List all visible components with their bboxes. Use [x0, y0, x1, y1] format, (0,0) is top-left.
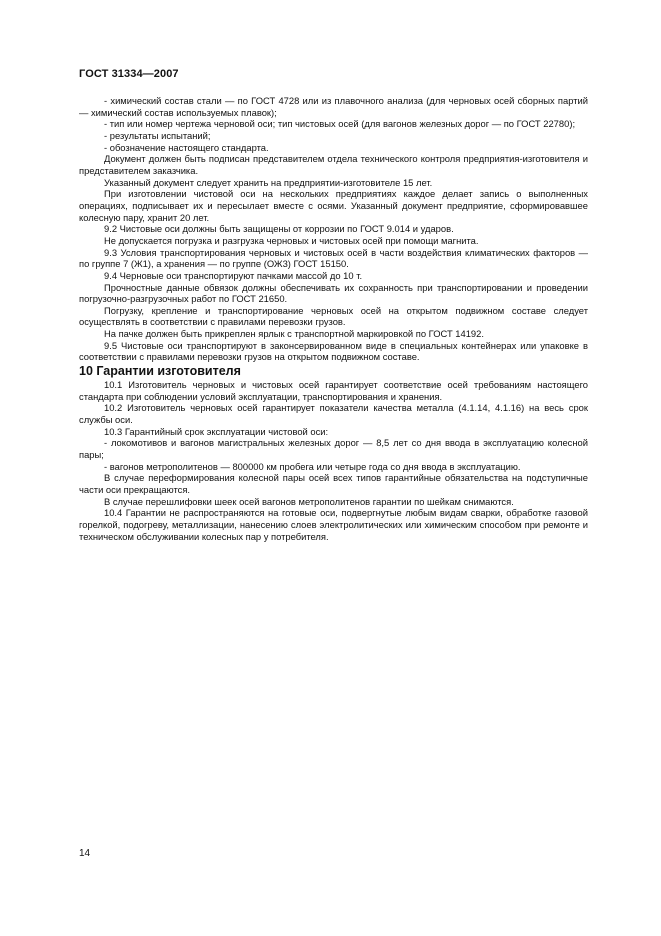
paragraph: Погрузку, крепление и транспортирование черновых осей на открытом подвижном составе следует осуществлять в соответствии с правилами перевозки грузов.	[79, 304, 588, 328]
paragraph: 10.2 Изготовитель черновых осей гарантирует показатели качества металла (4.1.14, 4.1.16) на весь срок службы оси.	[79, 402, 588, 426]
paragraph: - локомотивов и вагонов магистральных железных дорог — 8,5 лет со дня ввода в эксплуатацию колесной пары;	[79, 437, 588, 461]
paragraph: - результаты испытаний;	[104, 129, 211, 141]
paragraph: - вагонов метрополитенов — 800000 км пробега или четыре года со дня ввода в эксплуатацию.	[104, 460, 521, 472]
paragraph: - тип или номер чертежа черновой оси; тип чистовых осей (для вагонов железных дорог — по ГОСТ 22780);	[104, 118, 576, 130]
paragraph: Не допускается погрузка и разгрузка черновых и чистовых осей при помощи магнита.	[104, 234, 479, 246]
paragraph: 9.2 Чистовые оси должны быть защищены от коррозии по ГОСТ 9.014 и ударов.	[104, 223, 454, 235]
section-heading: 10 Гарантии изготовителя	[79, 364, 241, 379]
paragraph: Указанный документ следует хранить на предприятии-изготовителе 15 лет.	[104, 176, 433, 188]
paragraph: На пачке должен быть прикреплен ярлык с транспортной маркировкой по ГОСТ 14192.	[104, 328, 484, 340]
document-body	[79, 95, 588, 542]
paragraph: - химический состав стали — по ГОСТ 4728 или из плавочного анализа (для черновых осей сборных партий — химический состав используемых плавок);	[79, 95, 588, 118]
paragraph: 9.3 Условия транспортирования черновых и чистовых осей в части воздействия климатических факторов — по группе 7 (Ж1), а хранения — по группе (ОЖ3) ГОСТ 15150.	[79, 246, 588, 270]
paragraph: 10.1 Изготовитель черновых и чистовых осей гарантирует соответствие осей требованиям настоящего стандарта при соблюдении условий эксплуатации, транспортирования и хранения.	[79, 379, 588, 402]
paragraph: - обозначение настоящего стандарта.	[104, 141, 269, 153]
paragraph: В случае перешлифовки шеек осей вагонов метрополитенов гарантии по шейкам снимаются.	[104, 495, 514, 507]
page-number: 14	[79, 848, 91, 859]
paragraph: В случае переформирования колесной пары осей всех типов гарантийные обязательства на подступичные части оси прекращаются.	[79, 472, 588, 495]
paragraph: 9.4 Черновые оси транспортируют пачками массой до 10 т.	[104, 269, 363, 281]
paragraph: 9.5 Чистовые оси транспортируют в законсервированном виде в специальных контейнерах или упаковке в соответствии с правилами перевозки грузов на открытом подвижном составе.	[79, 339, 588, 363]
paragraph: 10.4 Гарантии не распространяются на готовые оси, подвергнутые любым видам сварки, обработке газовой горелкой, подогреву, металлизации, нанесению слоев электролитических или химическим способом при ремонте и техническом обслуживании колесных пар у потребителя.	[79, 507, 588, 542]
paragraph: При изготовлении чистовой оси на нескольких предприятиях каждое делает запись о выполненных операциях, подписывает их и пересылает вместе с осями. Указанный документ предприятие, сформировавшее колесную пару, хранит 20 лет.	[79, 188, 588, 223]
paragraph: Документ должен быть подписан представителем отдела технического контроля предприятия-изготовителя и представителем заказчика.	[79, 153, 588, 176]
paragraph: Прочностные данные обвязок должны обеспечивать их сохранность при транспортировании и проведении погрузочно-разгрузочных работ по ГОСТ 21650.	[79, 281, 588, 305]
paragraph: 10.3 Гарантийный срок эксплуатации чистовой оси:	[104, 425, 329, 437]
document-header: ГОСТ 31334—2007	[79, 68, 179, 80]
